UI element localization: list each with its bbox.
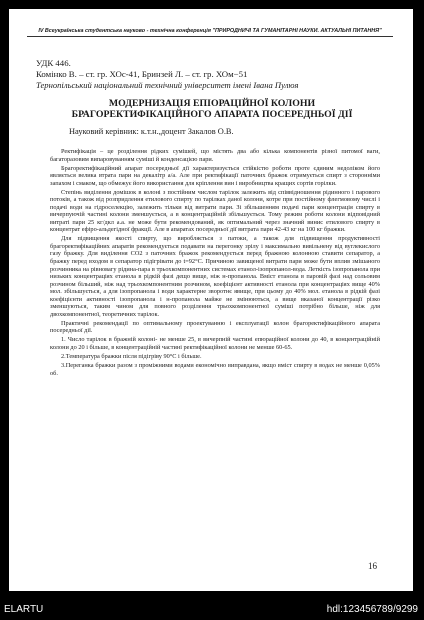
recommendations-intro: Практичні рекомендації по оптимальному проектуванню і експлуатації колон брагоректифікаційного апарата посередньої дії.: [50, 319, 380, 335]
paragraph: Степінь виділення домішок в колоні з постійним числом тарілок залежить від співвідношення рідинного і парового потоків, а також від розпридлення етилового спирту по тарілках даної колони, котре при постійному флегмовому числі і подачі води на гідроселекцію, залежить тільки від витрати пари. Зі збільшенням подачі пари концентрація спирту в вичерпуючій частині колони зменшується, а в концентраційній збільшується. Тому режим роботи колони відповідний витраті пари 25 кг/дкл а.а. не може бути рекомендований, як оптимальний через значний винис етилового спирту в концентрат ефіро-альдегідної фракції. Але в апаратах посередньої дії витрата пари 42-43 кг на 100 кг бражки.: [50, 188, 380, 234]
udk-code: УДК 446.: [36, 58, 71, 68]
handle-identifier: hdl:123456789/9299: [326, 604, 418, 615]
page-number: 16: [368, 561, 377, 571]
document-page: [9, 9, 413, 591]
repository-label: ELARTU: [4, 604, 44, 615]
article-title: [39, 98, 385, 120]
article-body: [50, 148, 380, 379]
supervisor-line: Науковий керівник: к.т.н.,доцент Закалов О.В.: [69, 127, 234, 136]
university-line: Тернопільський національний технічний університет імені Івана Пулюя: [36, 80, 299, 90]
paragraph: Для підвищення якості спирту, що виробляється з патоки, а також для підвищення продуктивності брагоректифікаційних апаратів рекомендується подавати на перегонку зрілу і максимально вивільнену від вуглекислого газу бражку. Для виділення CO2 з паточних бражок рекомендується перед бражною колонною ставити сепаратор, а бражку перед входом в сепаратор підігрівати до t=92°С. Причиною завищеної витрати пари може бути вплив змішаного розчинника на рівновагу рідина-пара в трьохкомпонентних системах етанол-ізопропанол-вода. Леткість ізопропанола при низьких концентраціях етанола в рідкій фазі дещо вище, ніж н-пропанола. Вміст етанола в паровій фазі над сольовим розчином більший, ніж над трьохкомпонентним розчином, коефіцієнт активності етанола при концентраціях вище 40% мол. збільшується, а для ізопропанола і води характерне зворотнє явище, при цьому до 40% мол. етанола в рідкій фазі коефіцієнти активності ізопропанола і н-пропанола майже не змінюються, а вище вказаної концентрації різко зменшуються, таким чином для повного розділення трьохкомпонентної суміші потрібно більше, ніж для двохкомпонентної, теоретичних тарілок.: [50, 235, 380, 318]
recommendation-item: 1. Число тарілок в бражній колоні- не менше 25, в вичерпній частині епюраційної колони до 40, в концентраційній колони до 20 і більше, в концентраційній частині ректифікаційної колони не менше 60-65.: [50, 336, 380, 351]
authors-line: Комінко В. – ст. гр. ХОс-41, Бринзей Л. – ст. гр. ХОм−51: [36, 69, 248, 79]
title-line-1: МОДЕРНИЗАЦІЯ ЕПІОРАЦІЙНОЇ КОЛОНИ: [108, 98, 316, 109]
recommendation-item: 3.Переганка бражки разом з проміжними водами економічно виправдана, якщо вміст спирту в водах не менше 0,05% об.: [50, 362, 380, 377]
paragraph: Брагоректифікаційний апарат посередньої дії характеризується стійкістю роботи проте єдиним недоліком його являється велика втрата пари на декалітр а/а. Але при ректифікації паточних бражок отримується спирт з сторонніми запахом і смаком, що обмежує його використання для кріплення вин і виробництва кращих сортів горілки.: [50, 164, 380, 187]
conference-header: IV Всеукраїнська студентська науково - технічна конференція "ПРИРОДНИЧІ ТА ГУМАНІТАРНІ НАУКИ. АКТУАЛЬНІ ПИТАННЯ": [27, 28, 393, 37]
title-line-2: БРАГОРЕКТИФІКАЦІЙНОГО АПАРАТА ПОСЕРЕДНЬОЇ ДІЇ: [71, 109, 353, 120]
recommendation-item: 2.Температура бражки після підігріву 90°С і більше.: [61, 352, 202, 360]
paragraph: Ректифікація – це розділення рідких сумішей, що містять два або кілька компонентів різної питомої ваги, багаторазовим випаровуванням суміші й конденсацією пари.: [50, 148, 380, 163]
